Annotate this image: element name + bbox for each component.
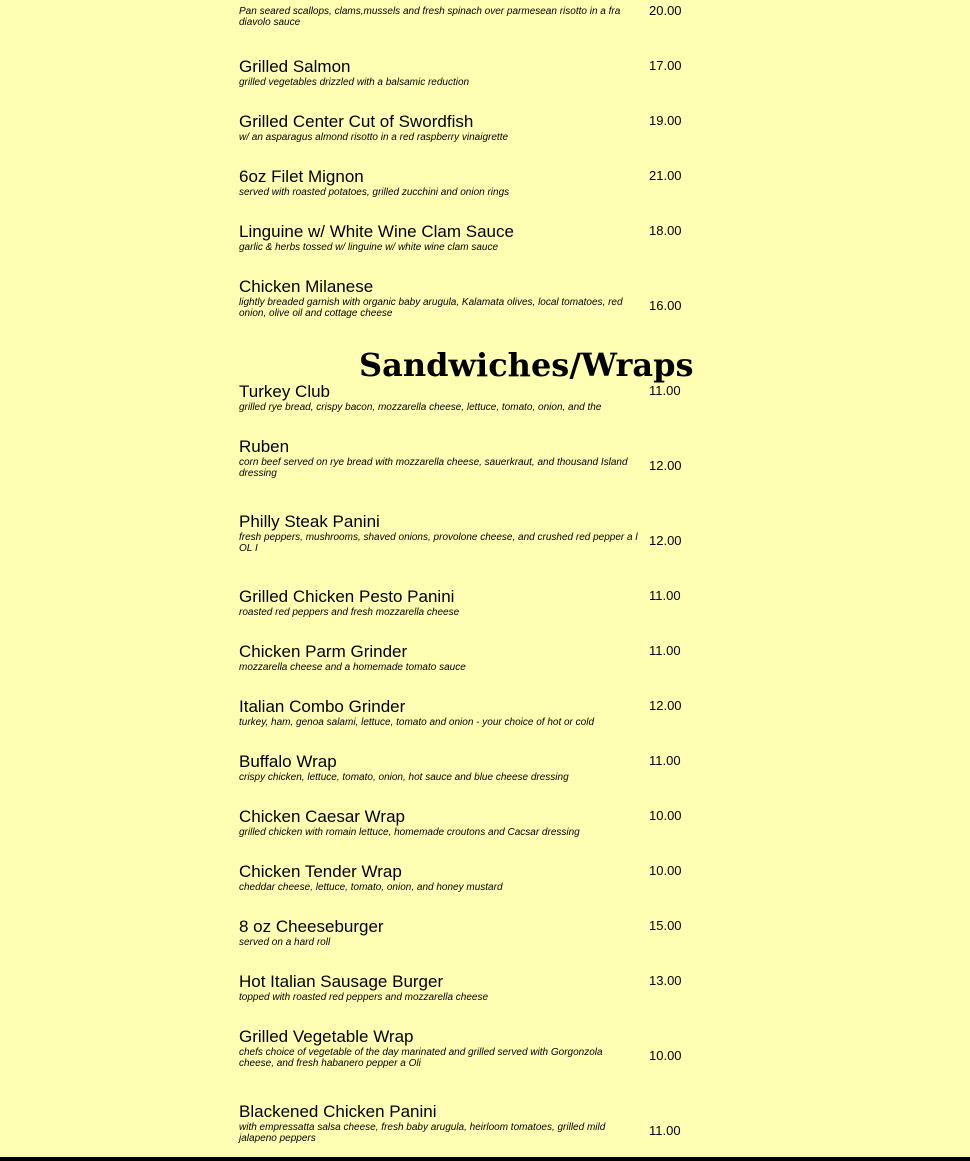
menu-item-description: topped with roasted red peppers and mozzarella cheese — [239, 992, 489, 1003]
menu-item-name: Chicken Parm Grinder — [239, 642, 408, 661]
menu-item-name: 6oz Filet Mignon — [239, 167, 364, 186]
menu-item-price: 10.00 — [649, 808, 682, 823]
menu-item-price: 10.00 — [649, 863, 682, 878]
menu-item-description: grilled vegetables drizzled with a balsamic reduction — [239, 77, 470, 88]
menu-item-price: 11.00 — [649, 753, 681, 768]
menu-item-description: grilled rye bread, crispy bacon, mozzarella cheese, lettuce, tomato, onion, and the — [239, 402, 602, 413]
menu-item-name: Chicken Milanese — [239, 277, 374, 296]
menu-item-price: 18.00 — [649, 223, 682, 238]
menu-item-name: Hot Italian Sausage Burger — [239, 972, 444, 991]
menu-item-name: Grilled Vegetable Wrap — [239, 1027, 414, 1046]
menu-item-description: lightly breaded garnish with organic baby arugula, Kalamata olives, local tomatoes, red onion, olive oil and cottage cheese — [239, 297, 623, 319]
menu-item-name: Chicken Tender Wrap — [239, 862, 402, 881]
menu-item-name: Grilled Salmon — [239, 57, 351, 76]
menu-item-name: Buffalo Wrap — [239, 752, 337, 771]
menu-item-description: chefs choice of vegetable of the day marinated and grilled served with Gorgonzola cheese, and fresh habanero pepper a Oli — [239, 1047, 603, 1069]
menu-item-description: turkey, ham, genoa salami, lettuce, tomato and onion - your choice of hot or cold — [239, 717, 595, 728]
menu-item-name: 8 oz Cheeseburger — [239, 917, 384, 936]
menu-item-price: 21.00 — [649, 168, 682, 183]
menu-item-description: roasted red peppers and fresh mozzarella cheese — [239, 607, 460, 618]
menu-item-description: crispy chicken, lettuce, tomato, onion, hot sauce and blue cheese dressing — [239, 772, 569, 783]
menu-item-name: Italian Combo Grinder — [239, 697, 406, 716]
menu-item-price: 12.00 — [649, 458, 682, 473]
menu-item-price: 10.00 — [649, 1048, 682, 1063]
section-heading-sandwiches-wraps: Sandwiches/Wraps — [359, 346, 694, 384]
menu-item-name: Grilled Chicken Pesto Panini — [239, 587, 455, 606]
menu-item-description: mozzarella cheese and a homemade tomato sauce — [239, 662, 466, 673]
menu-item-description: w/ an asparagus almond risotto in a red raspberry vinaigrette — [239, 132, 509, 143]
menu-item-name: Chicken Caesar Wrap — [239, 807, 405, 826]
menu-item-description: garlic & herbs tossed w/ linguine w/ white wine clam sauce — [239, 242, 499, 253]
menu-item-price: 20.00 — [649, 3, 682, 18]
menu-item-description: cheddar cheese, lettuce, tomato, onion, and honey mustard — [239, 882, 503, 893]
menu-item-name: Philly Steak Panini — [239, 512, 380, 531]
menu-item-price: 11.00 — [649, 643, 681, 658]
menu-item-name: Turkey Club — [239, 382, 331, 401]
menu-item-name: Ruben — [239, 437, 290, 456]
menu-item-name: Grilled Center Cut of Swordfish — [239, 112, 474, 131]
menu-item-price: 16.00 — [649, 298, 682, 313]
menu-item-price: 19.00 — [649, 113, 682, 128]
menu-item-price: 15.00 — [649, 918, 682, 933]
menu-item-description: fresh peppers, mushrooms, shaved onions, provolone cheese, and crushed red pepper a l OL I — [239, 532, 638, 554]
menu-item-price: 11.00 — [649, 383, 681, 398]
menu-item-price: 11.00 — [649, 1123, 681, 1138]
menu-item-description: served with roasted potatoes, grilled zucchini and onion rings — [239, 187, 510, 198]
menu-item-description: served on a hard roll — [239, 937, 331, 948]
menu-item-name: Linguine w/ White Wine Clam Sauce — [239, 222, 514, 241]
bottom-divider — [0, 1157, 970, 1161]
menu-item-description: with empressatta salsa cheese, fresh baby arugula, heirloom tomatoes, grilled mild jalapeno peppers — [239, 1122, 606, 1144]
menu-item-description: grilled chicken with romain lettuce, homemade croutons and Cacsar dressing — [239, 827, 580, 838]
menu-item-price: 13.00 — [649, 973, 682, 988]
menu-item-description: Pan seared scallops, clams,mussels and fresh spinach over parmesean risotto in a fra diavolo sauce — [239, 6, 621, 28]
menu-item-price: 11.00 — [649, 588, 681, 603]
menu-item-price: 12.00 — [649, 698, 682, 713]
menu-item-description: corn beef served on rye bread with mozzarella cheese, sauerkraut, and thousand Island dressing — [239, 457, 628, 479]
menu-item-price: 12.00 — [649, 533, 682, 548]
menu-item-name: Blackened Chicken Panini — [239, 1102, 437, 1121]
menu-item-price: 17.00 — [649, 58, 682, 73]
